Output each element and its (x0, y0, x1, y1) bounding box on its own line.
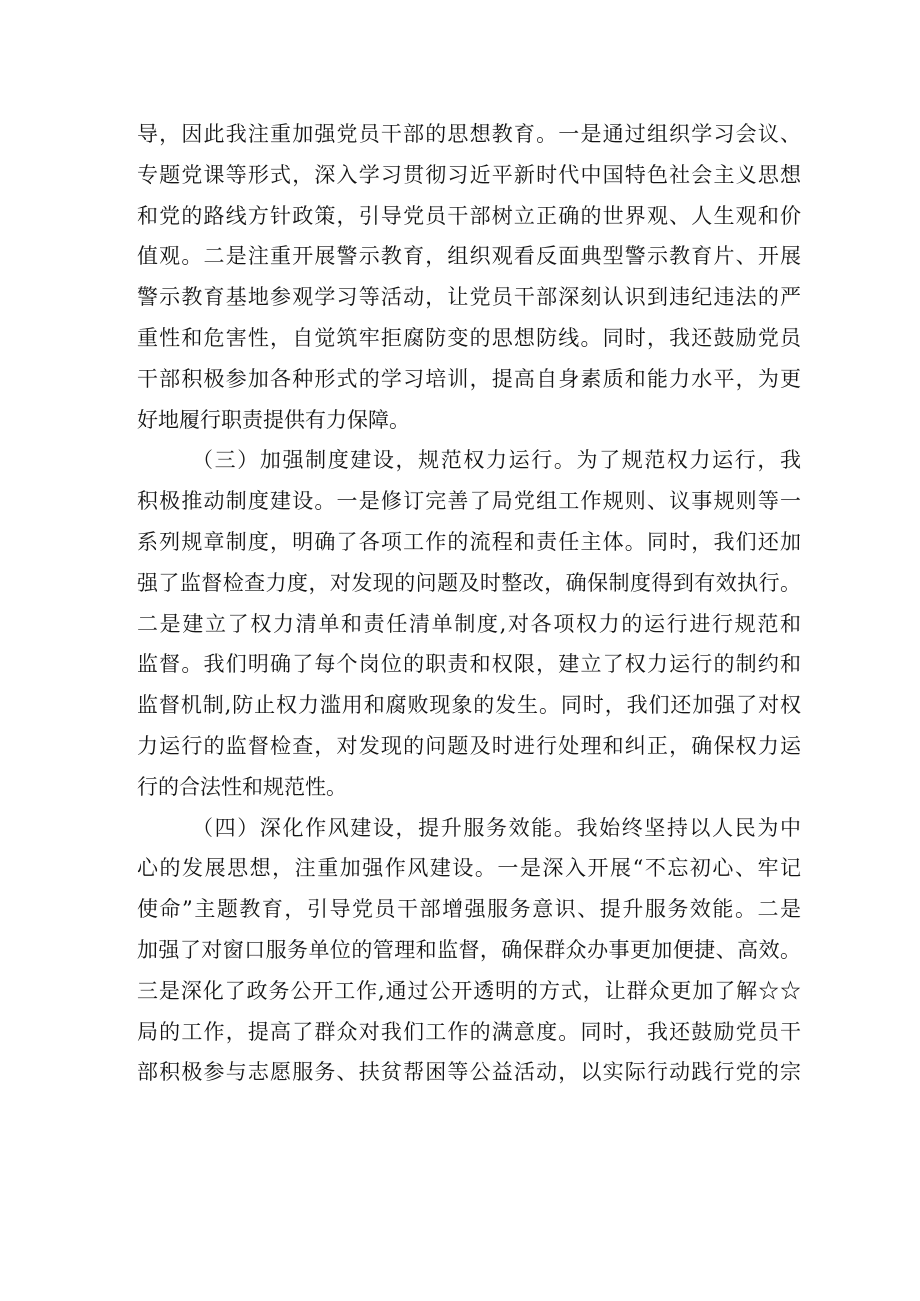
paragraph-line: 干部积极参加各种形式的学习培训，提高自身素质和能力水平，为更 (137, 366, 801, 391)
paragraph-line: 加强了对窗口服务单位的管理和监督，确保群众办事更加便捷、高效。 (137, 937, 801, 962)
section-4-heading-line: （四）深化作风建设，提升服务效能。我始终坚持以人民为中 (192, 815, 801, 840)
paragraph-line: 力运行的监督检查，对发现的问题及时进行处理和纠正，确保权力运 (137, 733, 801, 758)
paragraph-line: 局的工作，提高了群众对我们工作的满意度。同时，我还鼓励党员干 (137, 1019, 801, 1044)
paragraph-line: 值观。二是注重开展警示教育，组织观看反面典型警示教育片、开展 (137, 244, 801, 269)
paragraph-line: 系列规章制度，明确了各项工作的流程和责任主体。同时，我们还加 (137, 529, 801, 554)
paragraph-line: 积极推动制度建设。一是修订完善了局党组工作规则、议事规则等一 (137, 489, 801, 514)
paragraph-line: 好地履行职责提供有力保障。 (137, 407, 410, 432)
paragraph-line: 心的发展思想，注重加强作风建设。一是深入开展“不忘初心、牢记 (137, 856, 801, 881)
paragraph-line: 重性和危害性，自觉筑牢拒腐防变的思想防线。同时，我还鼓励党员 (137, 325, 801, 350)
paragraph-line: 三是深化了政务公开工作,通过公开透明的方式，让群众更加了解☆☆ (137, 978, 801, 1003)
paragraph-line: 警示教育基地参观学习等活动，让党员干部深刻认识到违纪违法的严 (137, 285, 801, 310)
paragraph-line: 二是建立了权力清单和责任清单制度,对各项权力的运行进行规范和 (137, 611, 801, 636)
paragraph-line: 监督。我们明确了每个岗位的职责和权限，建立了权力运行的制约和 (137, 652, 801, 677)
paragraph-line: 部积极参与志愿服务、扶贫帮困等公益活动，以实际行动践行党的宗 (137, 1060, 801, 1085)
paragraph-line: 导，因此我注重加强党员干部的思想教育。一是通过组织学习会议、 (137, 122, 801, 146)
paragraph-line: 监督机制,防止权力滥用和腐败现象的发生。同时，我们还加强了对权 (137, 693, 801, 718)
paragraph-line: 和党的路线方针政策，引导党员干部树立正确的世界观、人生观和价 (137, 203, 801, 228)
paragraph-line: 使命”主题教育，引导党员干部增强服务意识、提升服务效能。二是 (137, 897, 801, 922)
document-body (137, 114, 801, 1093)
section-3-heading-line: （三）加强制度建设，规范权力运行。为了规范权力运行，我 (192, 448, 801, 473)
paragraph-line: 行的合法性和规范性。 (137, 774, 347, 799)
paragraph-line: 强了监督检查力度，对发现的问题及时整改，确保制度得到有效执行。 (137, 570, 801, 595)
paragraph-line: 专题党课等形式，深入学习贯彻习近平新时代中国特色社会主义思想 (137, 162, 801, 187)
